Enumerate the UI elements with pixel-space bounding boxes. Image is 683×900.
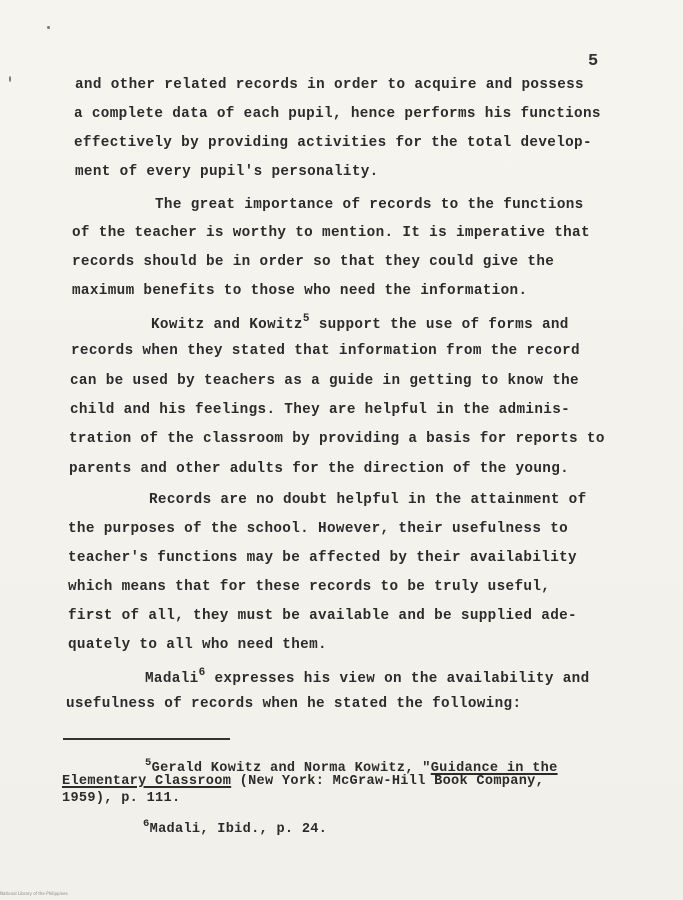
body-line: can be used by teachers as a guide in getting to know the (70, 373, 579, 389)
body-line: usefulness of records when he stated the following: (66, 696, 522, 712)
footnote-divider (63, 738, 230, 740)
footnote-5-number: 5 (145, 757, 152, 769)
body-line: teacher's functions may be affected by their availability (68, 550, 577, 566)
archive-strip: National Library of the Philippines (0, 891, 68, 896)
body-line: of the teacher is worthy to mention. It is imperative that (72, 225, 590, 241)
body-line: the purposes of the school. However, their usefulness to (68, 521, 569, 537)
body-line: tration of the classroom by providing a basis for reports to (69, 431, 605, 447)
body-line-madali (145, 667, 590, 687)
paper-speck (47, 26, 50, 29)
body-line: The great importance of records to the functions (155, 197, 584, 213)
body-line: and other related records in order to acquire and possess (75, 77, 584, 93)
paper-speck (9, 76, 11, 82)
footnote-6 (143, 818, 327, 837)
body-line-text: support the use of forms and (318, 317, 569, 333)
footnote-6-number: 6 (143, 818, 150, 830)
footnote-ref-5: 5 (302, 313, 310, 325)
body-line: records should be in order so that they could give the (72, 254, 555, 270)
body-line: maximum benefits to those who need the information. (72, 283, 528, 299)
footnote-5-publisher: (New York: McGraw-Hill Book Company, (231, 774, 545, 789)
body-line-text: expresses his view on the availability and (214, 671, 590, 687)
page-number: 5 (588, 52, 599, 71)
footnote-5-authors: Gerald Kowitz and Norma Kowitz, " (151, 761, 431, 776)
citation-kowitz: Kowitz and Kowitz (151, 317, 303, 333)
body-line: records when they stated that information from the record (71, 343, 580, 359)
footnote-ref-6: 6 (198, 667, 206, 679)
footnote-5-line-3: 1959), p. 111. (62, 791, 181, 806)
footnote-5-title-a: Guidance in the (430, 761, 558, 776)
citation-madali: Madali (145, 671, 199, 687)
body-line: which means that for these records to be truly useful, (68, 579, 551, 595)
body-line: ment of every pupil's personality. (75, 164, 379, 180)
body-line: parents and other adults for the direction of the young. (69, 461, 570, 477)
body-line: Records are no doubt helpful in the attainment of (149, 492, 587, 508)
body-line: effectively by providing activities for the total develop- (74, 135, 592, 151)
body-line: child and his feelings. They are helpful in the adminis- (70, 402, 571, 418)
footnote-5-line-2 (62, 774, 544, 789)
footnote-5-title-b: Elementary Classroom (62, 774, 232, 789)
body-line: quately to all who need them. (68, 637, 327, 653)
body-line: first of all, they must be available and be supplied ade- (68, 608, 577, 624)
footnote-6-text: Madali, Ibid., p. 24. (149, 822, 328, 837)
body-line: a complete data of each pupil, hence performs his functions (74, 106, 601, 122)
body-line-kowitz (151, 313, 569, 333)
